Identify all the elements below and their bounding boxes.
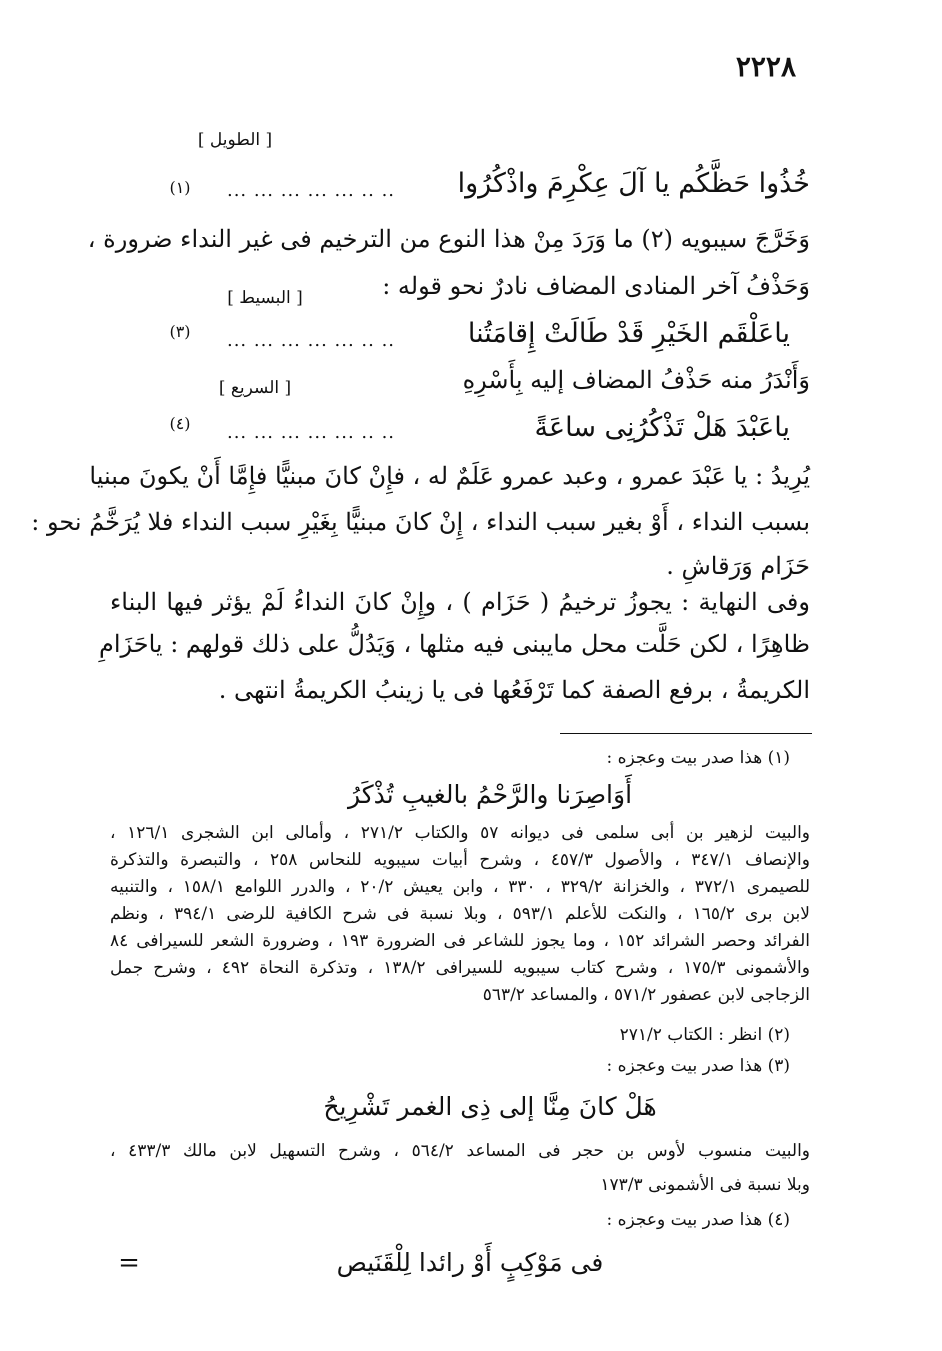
footnote-1-verse: أَوَاصِرَنا والرَّحْمُ بالغيبِ تُذْكَرُ [347,780,633,809]
footnote-3-line-2: وبلا نسبة فى الأشمونى ١٧٣/٣ [600,1175,810,1195]
paragraph-1-line-1: يُرِيدُ : يا عَبْدَ عمرو ، وعبد عمرو عَلَمٌ له ، فإِنْ كانَ مبنيًّا فإِمَّا أَنْ يكونَ مبنيا [89,462,810,490]
footnote-1-line-7: الزجاجى لابن عصفور ٥٧١/٢ ، والمساعد ٥٦٣/٢ [482,985,810,1005]
footnote-2: (٢) انظر : الكتاب ٢٧١/٢ [619,1025,790,1045]
footnote-1-line-2: والإنصاف ٣٤٧/١ ، والأصول ٤٥٧/٣ ، وشرح أبيات سيبويه للنحاس ٢٥٨ ، والتبصرة والتذكرة [110,850,810,870]
footnote-1-line-6: والأشمونى ١٧٥/٣ ، وشرح كتاب سيبويه للسيرافى ١٣٨/٢ ، وتذكرة النحاة ٤٩٢ ، وشرح جمل [110,958,810,978]
footnote-1-line-1: والبيت لزهير بن أبى سلمى فى ديوانه ٥٧ والكتاب ٢٧١/٢ ، وأمالى ابن الشجرى ١٢٦/١ ، [110,823,811,843]
paragraph-1-line-3: حَزَام وَرَقاشِ . [666,552,810,580]
verse-1-footnote-ref: (١) [169,178,191,197]
footnote-1-line-5: الفرائد وحصر الشرائد ١٥٢ ، وما يجوز للشاعر فى الضرورة ١٩٣ ، وضرورة الشعر للسيرافى ٨٤ [110,931,811,951]
paragraph-2-line-2: ظاهِرًا ، لكن حَلَّت محل مايبنى فيه مثلها ، وَيَدُلُّ على ذلك قولهم : ياحَزَامِ [98,630,810,658]
footnote-1-intro: (١) هذا صدر بيت وعجزه : [606,748,790,768]
prose-line-mudaf: وَحَذْفُ آخر المنادى المضاف نادرٌ نحو قوله : [382,272,810,300]
prose-line-andar: وَأَنْدَرُ منه حَذْفُ المضاف إليه بِأَسْرِهِ [462,366,810,394]
paragraph-2-line-1: وفى النهاية : يجوزُ ترخيمُ ( حَزَام ) ، وإِنْ كانَ النداءُ لَمْ يؤثر فيها البناء [110,588,810,616]
verse-3-first-half: ياعَبْدَ هَلْ تَذْكُرُنِى ساعَةً [534,412,790,443]
footnote-divider [560,733,812,734]
page-number: ٢٢٢٨ [735,50,796,83]
verse-2-omission-dots: ... ... ... ... ... .. .. [226,330,396,351]
paragraph-1-line-2: بسبب النداء ، أَوْ بغير سبب النداء ، إِنْ كانَ مبنيًّا بِغَيْرِ سبب النداء فلا يُرَخَّمُ نحو : [31,508,810,536]
verse-1-first-half: خُذُوا حَظَّكُم يا آلَ عِكْرِمَ واذْكُرُوا [457,168,810,199]
verse-2-footnote-ref: (٣) [169,322,191,341]
prose-line-sibawayh: وَخَرَّجَ سيبويه (٢) ما وَرَدَ مِنْ هذا النوع من الترخيم فى غير النداء ضرورة ، [87,225,810,253]
footnote-3-intro: (٣) هذا صدر بيت وعجزه : [606,1056,790,1076]
verse-3-omission-dots: ... ... ... ... ... .. .. [226,422,396,443]
meter-label-sari: [ السريع ] [218,378,292,398]
meter-label-tawil: [ الطويل ] [197,130,273,150]
footnote-3-line-1: والبيت منسوب لأوس بن حجر فى المساعد ٥٦٤/٢ ، وشرح التسهيل لابن مالك ٤٣٣/٣ ، [110,1141,811,1161]
continuation-mark: = [118,1248,140,1278]
footnote-4-intro: (٤) هذا صدر بيت وعجزه : [606,1210,790,1230]
verse-3-footnote-ref: (٤) [169,414,191,433]
verse-1-omission-dots: ... ... ... ... ... .. .. [226,180,396,201]
footnote-4-verse: فى مَوْكِبٍ أَوْ رائدا لِلْقَنَيص [336,1248,604,1277]
footnote-3-verse: هَلْ كانَ مِنَّا إلى ذِى الغمر تَشْرِيحُ [323,1092,657,1121]
meter-label-basit: [ البسيط ] [227,288,303,308]
footnote-1-line-4: لابن برى ١٦٥/٢ ، والنكت للأعلم ٥٩٣/١ ، وبلا نسبة فى شرح الكافية للرضى ٣٩٤/١ ، ونظم [110,904,810,924]
verse-2-first-half: ياعَلْقَم الخَيْرِ قَدْ طَالَتْ إِقامَتُنا [467,318,790,349]
paragraph-2-line-3: الكريمةُ ، برفع الصفة كما تَرْفَعُها فى يا زينبُ الكريمةُ انتهى . [218,676,810,704]
footnote-1-line-3: للصيمرى ٣٧٢/١ ، والخزانة ٣٢٩/٢ ، ٣٣٠ ، وابن يعيش ٢٠/٢ ، والدرر اللوامع ١٥٨/١ ، والتنبيه [110,877,811,897]
